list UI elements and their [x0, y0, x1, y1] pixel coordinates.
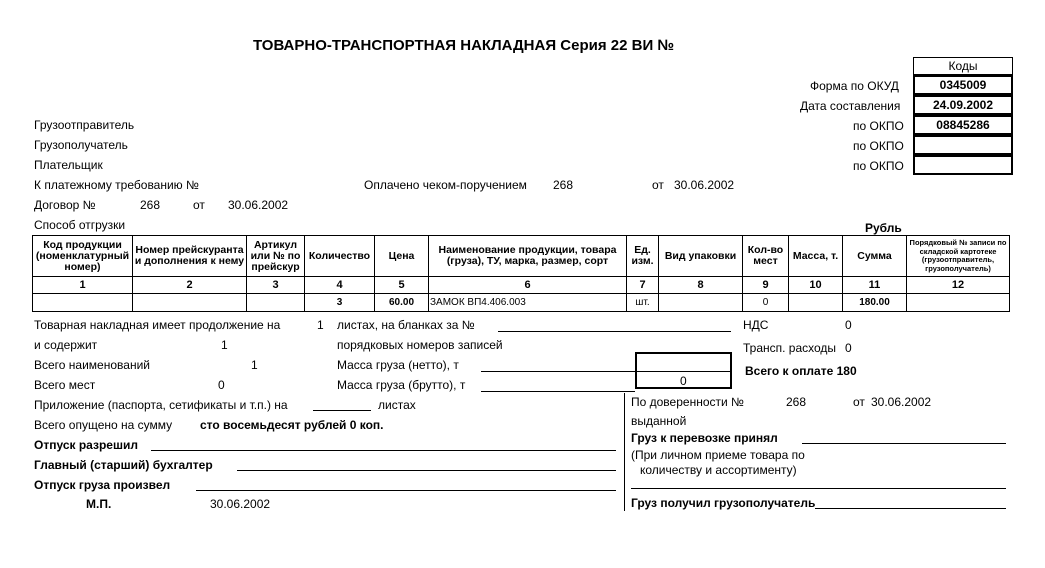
chief-accountant-label: Главный (старший) бухгалтер: [34, 458, 213, 472]
col-number: 2: [133, 277, 247, 294]
payer-label: Плательщик: [34, 158, 103, 172]
release-allowed-label: Отпуск разрешил: [34, 438, 138, 452]
col-number: 6: [429, 277, 627, 294]
cell-article[interactable]: [247, 294, 305, 312]
personal-receipt-line[interactable]: [631, 488, 1006, 489]
date-code[interactable]: 24.09.2002: [913, 95, 1013, 115]
paid-check-from: от: [652, 178, 664, 192]
contract-from: от: [193, 198, 205, 212]
goods-table: [32, 235, 1010, 312]
continuation-value: 1: [317, 318, 324, 332]
cell-mass[interactable]: [789, 294, 843, 312]
vat-value: 0: [845, 318, 852, 332]
col-number: 5: [375, 277, 429, 294]
cell-pricelist[interactable]: [133, 294, 247, 312]
cell-record[interactable]: [907, 294, 1010, 312]
attachment-label: Приложение (паспорта, сетификаты и т.п.) на: [34, 398, 288, 412]
okpo2-code[interactable]: [913, 135, 1013, 155]
stamp-label: М.П.: [86, 497, 112, 511]
personal-receipt-line1: (При личном приеме товара по: [631, 448, 805, 462]
consignee-label: Грузополучатель: [34, 138, 128, 152]
mass-gross-label: Масса груза (брутто), т: [337, 378, 466, 392]
shipper-label: Грузоотправитель: [34, 118, 135, 132]
cell-qty[interactable]: 3: [305, 294, 375, 312]
col-number: 12: [907, 277, 1010, 294]
cell-unit[interactable]: шт.: [627, 294, 659, 312]
col-header-pricelist: Номер прейскуранта и дополнения к нему: [133, 236, 247, 277]
total-items-value: 1: [251, 358, 258, 372]
cell-sum[interactable]: 180.00: [843, 294, 907, 312]
col-header-package: Вид упаковки: [659, 236, 743, 277]
cell-places[interactable]: 0: [743, 294, 789, 312]
col-number: 10: [789, 277, 843, 294]
col-header-article: Артикул или № по прейскур: [247, 236, 305, 277]
col-header-record: Порядковый № записи по складской картотеке (грузоотправитель, грузополучатель): [907, 236, 1010, 277]
contract-label: Договор №: [34, 198, 96, 212]
table-row: [33, 294, 1010, 312]
continuation-label: Товарная накладная имеет продолжение на: [34, 318, 281, 332]
release-done-line[interactable]: [196, 490, 616, 491]
signature-separator: [624, 393, 625, 511]
total-released-value: сто восемьдесят рублей 0 коп.: [200, 418, 384, 432]
total-pay: Всего к оплате 180: [745, 364, 857, 378]
codes-header: Коды: [913, 57, 1013, 75]
record-numbers-label: порядковых номеров записей: [337, 338, 503, 352]
mass-gross-line[interactable]: [481, 391, 635, 392]
contract-number: 268: [140, 198, 161, 212]
col-header-unit: Ед. изм.: [627, 236, 659, 277]
contains-label: и содержит: [34, 338, 98, 352]
total-items-label: Всего наименований: [34, 358, 150, 372]
proxy-from: от: [853, 395, 865, 409]
col-number: 1: [33, 277, 133, 294]
chief-accountant-line[interactable]: [237, 470, 616, 471]
cargo-accepted-label: Груз к перевозке принял: [631, 431, 778, 445]
paid-check-number: 268: [553, 178, 574, 192]
col-header-price: Цена: [375, 236, 429, 277]
personal-receipt-line2: количеству и ассортименту): [640, 463, 797, 477]
col-header-name: Наименование продукции, товара (груза), ТУ, марка, размер, сорт: [429, 236, 627, 277]
col-header-code: Код продукции (номенклатурный номер): [33, 236, 133, 277]
okpo3-code[interactable]: [913, 155, 1013, 175]
okpo2-label: по ОКПО: [853, 139, 904, 153]
proxy-number: 268: [786, 395, 807, 409]
col-header-places: Кол-во мест: [743, 236, 789, 277]
sheets-on-forms-label: листах, на бланках за №: [337, 318, 475, 332]
okpo1-code[interactable]: 08845286: [913, 115, 1013, 135]
cell-price[interactable]: 60.00: [375, 294, 429, 312]
okud-code[interactable]: 0345009: [913, 75, 1013, 95]
total-released-label: Всего опущено на сумму: [34, 418, 173, 432]
col-number: 4: [305, 277, 375, 294]
transport-value: 0: [845, 341, 852, 355]
col-header-mass: Масса, т.: [789, 236, 843, 277]
total-places-value: 0: [218, 378, 225, 392]
issued-label: выданной: [631, 414, 687, 428]
currency-label: Рубль: [865, 221, 902, 235]
release-done-label: Отпуск груза произвел: [34, 478, 171, 492]
cargo-accepted-line[interactable]: [802, 443, 1006, 444]
proxy-date: 30.06.2002: [871, 395, 932, 409]
col-number: 8: [659, 277, 743, 294]
document-title: ТОВАРНО-ТРАНСПОРТНАЯ НАКЛАДНАЯ Серия 22 ВИ №: [253, 37, 675, 54]
cell-code[interactable]: [33, 294, 133, 312]
shipping-method-label: Способ отгрузки: [34, 218, 126, 232]
forms-number-line[interactable]: [498, 331, 731, 332]
mass-box-value: 0: [680, 374, 687, 388]
table-header-row: [33, 236, 1010, 277]
paid-check-date: 30.06.2002: [674, 178, 735, 192]
date-label: Дата составления: [800, 99, 901, 113]
okpo1-label: по ОКПО: [853, 119, 904, 133]
paid-check-label: Оплачено чеком-поручением: [364, 178, 527, 192]
stamp-date: 30.06.2002: [210, 497, 271, 511]
col-header-qty: Количество: [305, 236, 375, 277]
transport-label: Трансп. расходы: [743, 341, 837, 355]
okpo3-label: по ОКПО: [853, 159, 904, 173]
table-number-row: [33, 277, 1010, 294]
vat-label: НДС: [743, 318, 769, 332]
col-number: 3: [247, 277, 305, 294]
col-number: 7: [627, 277, 659, 294]
mass-net-line[interactable]: [481, 371, 635, 372]
attachment-sheets-line[interactable]: [313, 410, 371, 411]
cell-package[interactable]: [659, 294, 743, 312]
payment-req-label: К платежному требованию №: [34, 178, 199, 192]
mass-box[interactable]: [635, 352, 732, 389]
contains-value: 1: [221, 338, 228, 352]
col-number: 11: [843, 277, 907, 294]
col-header-sum: Сумма: [843, 236, 907, 277]
col-number: 9: [743, 277, 789, 294]
proxy-label: По доверенности №: [631, 395, 744, 409]
cargo-received-line[interactable]: [815, 508, 1006, 509]
attachment-sheets-label: листах: [378, 398, 416, 412]
okud-label: Форма по ОКУД: [810, 79, 899, 93]
cargo-received-label: Груз получил грузополучатель: [631, 496, 816, 510]
contract-date: 30.06.2002: [228, 198, 289, 212]
release-allowed-line[interactable]: [151, 450, 616, 451]
cell-name[interactable]: ЗАМОК ВП4.406.003: [429, 294, 627, 312]
mass-net-label: Масса груза (нетто), т: [337, 358, 459, 372]
total-places-label: Всего мест: [34, 378, 96, 392]
